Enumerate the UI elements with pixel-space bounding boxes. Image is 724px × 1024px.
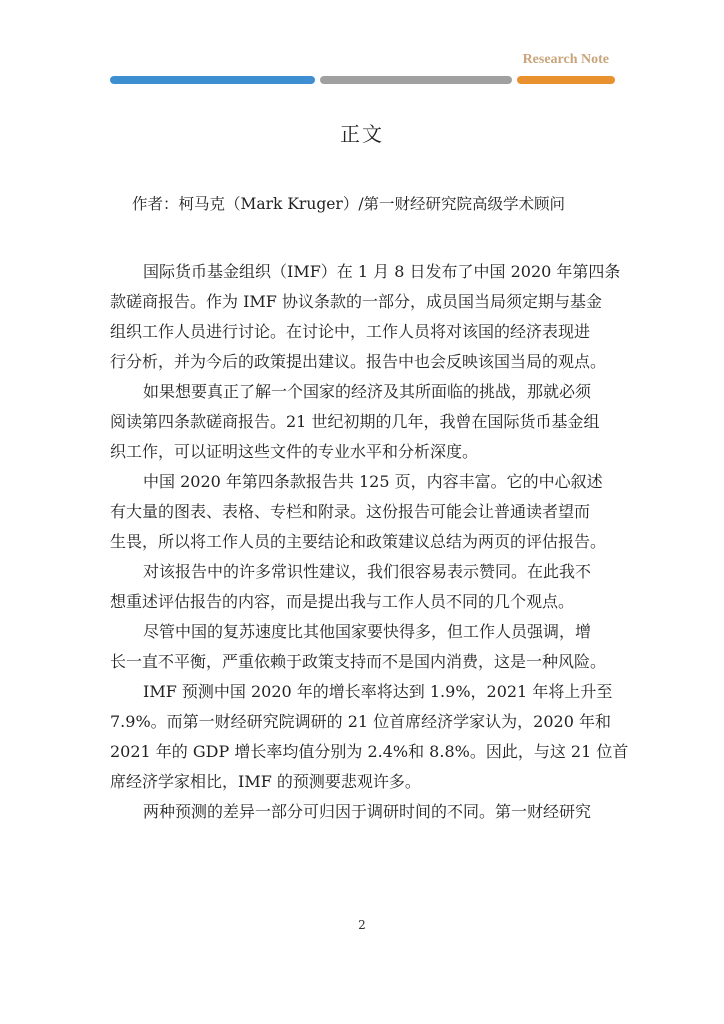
body-line: 对该报告中的许多常识性建议，我们很容易表示赞同。在此我不	[143, 562, 592, 581]
body-line: 2021 年的 GDP 增长率均值分别为 2.4%和 8.8%。因此，与这 21 位首	[110, 742, 629, 761]
header-bar-blue	[110, 76, 315, 84]
body-line: 席经济学家相比，IMF 的预测要悲观许多。	[110, 772, 421, 791]
body-line: 有大量的图表、表格、专栏和附录。这份报告可能会让普通读者望而	[110, 502, 591, 521]
body-line: 组织工作人员进行讨论。在讨论中，工作人员将对该国的经济表现进	[110, 322, 591, 341]
body-line: 长一直不平衡，严重依赖于政策支持而不是国内消费，这是一种风险。	[110, 652, 607, 671]
body-line: 如果想要真正了解一个国家的经济及其所面临的挑战，那就必须	[143, 382, 592, 401]
body-line: 织工作，可以证明这些文件的专业水平和分析深度。	[110, 442, 479, 461]
page-number: 2	[358, 918, 366, 932]
header-label: Research Note	[522, 52, 609, 67]
body-line: 款磋商报告。作为 IMF 协议条款的一部分，成员国当局须定期与基金	[110, 292, 602, 311]
body-line: 尽管中国的复苏速度比其他国家要快得多，但工作人员强调，增	[143, 622, 592, 641]
page-title: 正文	[340, 122, 384, 146]
body-text	[110, 257, 629, 827]
body-line: 阅读第四条款磋商报告。21 世纪初期的几年，我曾在国际货币基金组	[110, 412, 600, 431]
body-line: 想重述评估报告的内容，而是提出我与工作人员不同的几个观点。	[110, 592, 575, 611]
body-line: 行分析，并为今后的政策提出建议。报告中也会反映该国当局的观点。	[110, 352, 607, 371]
body-line: 7.9%。而第一财经研究院调研的 21 位首席经济学家认为，2020 年和	[110, 712, 611, 731]
body-line: IMF 预测中国 2020 年的增长率将达到 1.9%，2021 年将上升至	[143, 682, 613, 701]
author-line: 作者：柯马克（Mark Kruger）/第一财经研究院高级学术顾问	[132, 195, 566, 213]
body-line: 中国 2020 年第四条款报告共 125 页，内容丰富。它的中心叙述	[143, 472, 603, 491]
body-line: 两种预测的差异一部分可归因于调研时间的不同。第一财经研究	[143, 802, 592, 821]
header-bar-gray	[320, 76, 513, 84]
body-line: 生畏，所以将工作人员的主要结论和政策建议总结为两页的评估报告。	[110, 532, 607, 551]
body-line: 国际货币基金组织（IMF）在 1 月 8 日发布了中国 2020 年第四条	[143, 262, 621, 281]
header-color-bar	[110, 76, 615, 84]
header-bar-orange	[517, 76, 615, 84]
